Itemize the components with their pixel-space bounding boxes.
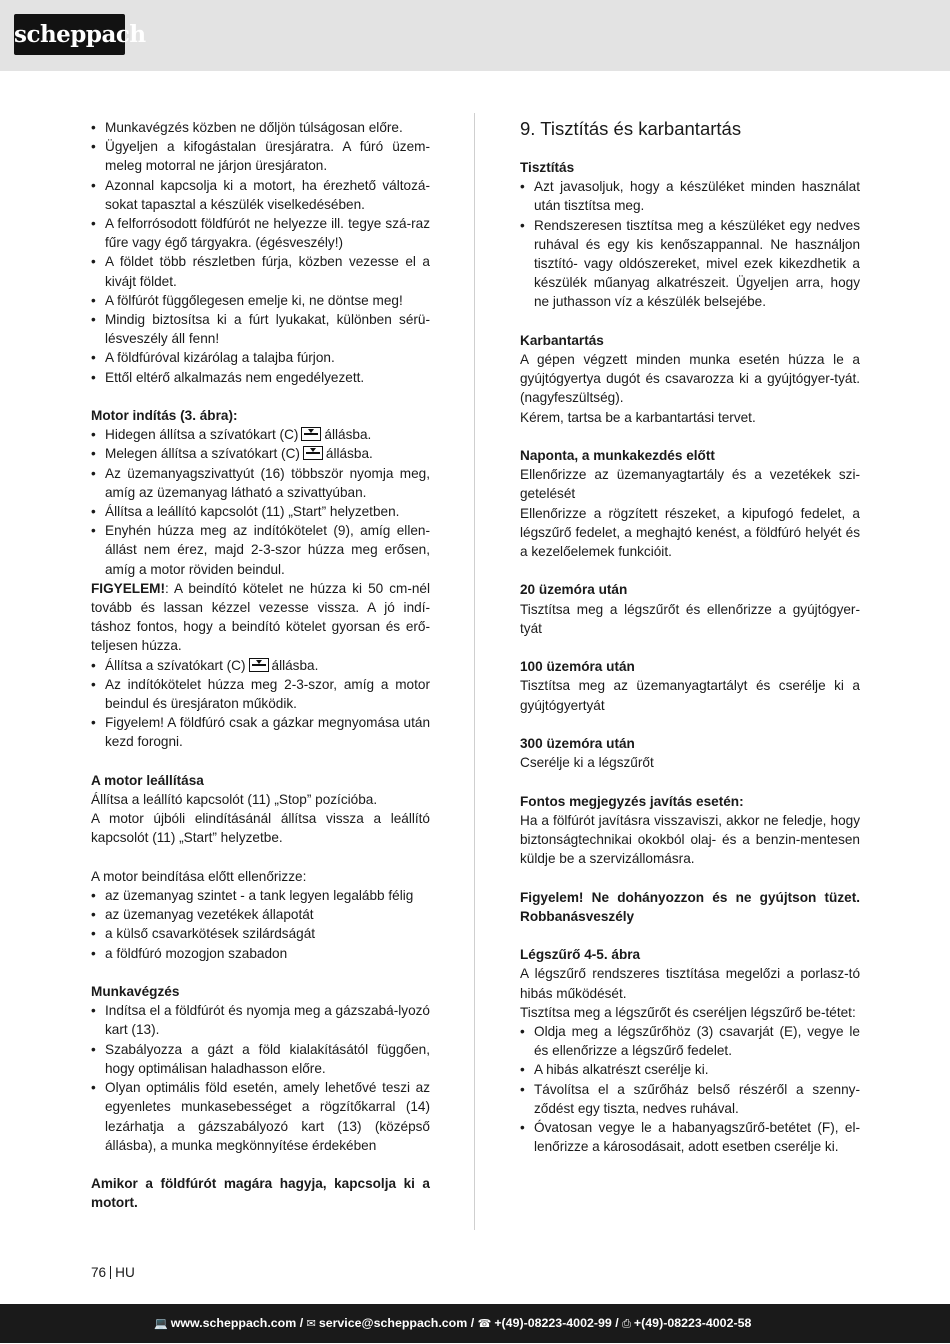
computer-icon: 💻 <box>154 1318 168 1330</box>
list-item: • Állítsa a leállító kapcsolót (11) „Start” helyzetben. <box>91 502 430 521</box>
paragraph: A légszűrő rendszeres tisztítása megelőzi a porlasz-tó hibás működését. <box>520 966 860 1001</box>
motor-start-heading: Motor indítás (3. ábra): <box>91 408 238 424</box>
list-item: • Figyelem! A földfúró csak a gázkar megnyomása után kezd forogni. <box>91 713 430 751</box>
list-item: • A hibás alkatrészt cserélje ki. <box>520 1060 860 1079</box>
repair-heading: Fontos megjegyzés javítás esetén: <box>520 793 744 809</box>
paragraph: Ha a fölfúrót javításra visszaviszi, akkor ne feledje, hogy biztonságtechnikai okokból olaj- és a benzin-mentesen küldje be a szervizállomásra. <box>520 812 860 867</box>
list-item: • A földfúróval kizárólag a talajba fúrjon. <box>91 348 430 367</box>
page-number-value: 76 <box>91 1265 107 1280</box>
item-text: Állítsa a szívatókart (C) <box>105 657 246 673</box>
list-item: • A fölfúrót függőlegesen emelje ki, ne döntse meg! <box>91 291 430 310</box>
choke-lever-icon <box>303 446 323 460</box>
paragraph: Kérem, tartsa be a karbantartási tervet. <box>520 409 756 425</box>
column-divider <box>474 113 475 1230</box>
list-item: • Szabályozza a gázt a föld kialakításától függően, hogy optimálisan haladhasson előre. <box>91 1040 430 1078</box>
item-text: állásba. <box>324 427 372 443</box>
list-item: • Az üzemanyagszivattyút (16) többször nyomja meg, amíg az üzemanyag látható a szivattyúban. <box>91 464 430 502</box>
right-column <box>520 118 860 1156</box>
list-item: • Olyan optimális föld esetén, amely lehetővé teszi az egyenletes munkasebességet a rögzítőkarral (14) lezárhatja a gázszabályozó kart (13) (középső állásba), a munka megkönnyítése érdekében <box>91 1078 430 1155</box>
paragraph: Ellenőrizze a rögzített részeket, a kipufogó fedelet, a légszűrő fedelet, a meghajtó kenést, a földfúró helyét és a kezelőelemek funkcióit. <box>520 505 860 560</box>
daily-heading: Naponta, a munkakezdés előtt <box>520 448 715 464</box>
paragraph: Tisztítsa meg az üzemanyagtartályt és cserélje ki a gyújtógyertyát <box>520 678 860 713</box>
section-title: 9. Tisztítás és karbantartás <box>520 118 742 139</box>
maintenance-heading: Karbantartás <box>520 332 604 348</box>
list-item: • A felforrósodott földfúrót ne helyezze ill. tegye szá-raz fűre vagy égő tárgyakra. (égésveszély!) <box>91 214 430 252</box>
warning-text: : A beindító kötelet ne húzza ki 50 cm-nél tovább és lassan kézzel vezesse vissza. A jó indí-táshoz fontos, hogy a beindító kötelet gyorsan és erő-teljesen húzza. <box>91 580 430 654</box>
work-heading: Munkavégzés <box>91 984 180 1000</box>
fax-icon: ⎙ <box>622 1318 631 1330</box>
list-item <box>91 656 430 675</box>
list-item <box>91 444 430 463</box>
list-item: • Az indítókötelet húzza meg 2-3-szor, amíg a motor beindul és üresjáraton működik. <box>91 675 430 713</box>
page-number <box>91 1265 135 1280</box>
hours-20-heading: 20 üzemóra után <box>520 582 628 598</box>
website-link[interactable]: www.scheppach.com / <box>170 1316 304 1330</box>
phone-number: +(49)-08223-4002-99 / <box>494 1316 619 1330</box>
item-text: Hidegen állítsa a szívatókart (C) <box>105 427 299 443</box>
list-item: • Azt javasoljuk, hogy a készüléket minden használat után tisztítsa meg. <box>520 177 860 215</box>
paragraph: Ellenőrizze az üzemanyagtartály és a vezetékek szi-getelését <box>520 467 860 502</box>
check-list <box>91 886 430 963</box>
warning-paragraph <box>91 579 430 656</box>
item-text: állásba. <box>271 657 319 673</box>
contact-footer <box>0 1304 950 1343</box>
work-list <box>91 1001 430 1155</box>
cleaning-heading: Tisztítás <box>520 160 575 175</box>
page-number-separator <box>110 1266 111 1279</box>
mail-icon: ✉ <box>306 1318 316 1330</box>
warning-label: FIGYELEM! <box>91 580 166 596</box>
hours-300-heading: 300 üzemóra után <box>520 736 635 752</box>
safety-bullet-list <box>91 118 430 387</box>
list-item: • Munkavégzés közben ne dőljön túlságosan előre. <box>91 118 430 137</box>
motor-stop-heading: A motor leállítása <box>91 772 204 788</box>
list-item: • Indítsa el a földfúrót és nyomja meg a gázszabá-lyozó kart (13). <box>91 1001 430 1039</box>
item-text: Melegen állítsa a szívatókart (C) <box>105 446 300 462</box>
list-item <box>91 425 430 444</box>
list-item: • Rendszeresen tisztítsa meg a készüléket egy nedves ruhával és egy kis kenőszappannal. Ne használjon tisztító- vagy oldószereket, mivel ezek kikezdhetik a készülék műanyag alkatrészeit. Ügyeljen arra, hogy ne juthasson víz a készülék belsejébe. <box>520 216 860 312</box>
list-item: • az üzemanyag vezetékek állapotát <box>91 905 430 924</box>
motor-start-list-2 <box>91 656 430 752</box>
choke-lever-icon <box>301 427 321 441</box>
list-item: • az üzemanyag szintet - a tank legyen legalább félig <box>91 886 430 905</box>
phone-icon: ☎ <box>477 1318 492 1330</box>
fax-number: +(49)-08223-4002-58 <box>633 1316 752 1330</box>
motor-start-list <box>91 425 430 579</box>
scheppach-logo: scheppach <box>14 14 125 55</box>
left-column <box>91 118 430 1213</box>
email-link[interactable]: service@scheppach.com / <box>318 1316 475 1330</box>
paragraph: Tisztítsa meg a légszűrőt és cseréljen légszűrő be-tétet: <box>520 1004 856 1020</box>
paragraph: A gépen végzett minden munka esetén húzza le a gyújtógyertya dugót és csavarozza ki a gyújtógyer-tyát. (nagyfeszültség). <box>520 352 860 406</box>
list-item: • Távolítsa el a szűrőház belső részéről a szenny-ződést egy tiszta, nedves ruhával. <box>520 1080 860 1118</box>
paragraph: Állítsa a leállító kapcsolót (11) „Stop” pozícióba. <box>91 792 378 808</box>
cleaning-list <box>520 177 860 311</box>
list-item: • a földfúró mozogjon szabadon <box>91 944 430 963</box>
language-code: HU <box>115 1265 135 1280</box>
air-filter-list <box>520 1022 860 1156</box>
header-bar <box>0 0 950 71</box>
closing-warning: Amikor a földfúrót magára hagyja, kapcsolja ki a motort. <box>91 1176 430 1211</box>
item-text: állásba. <box>325 446 373 462</box>
air-filter-heading: Légszűrő 4-5. ábra <box>520 947 641 963</box>
list-item: • Ügyeljen a kifogástalan üresjáratra. A fúró üzem-meleg motorral ne járjon üresjáraton. <box>91 137 430 175</box>
fire-warning: Figyelem! Ne dohányozzon és ne gyújtson tüzet. Robbanásveszély <box>520 889 860 924</box>
list-item: • Azonnal kapcsolja ki a motort, ha érezhető változá-sokat tapasztal a készülék viselkedésében. <box>91 176 430 214</box>
paragraph: A motor újbóli elindításánál állítsa vissza a leállító kapcsolót (11) „Start” helyzetbe. <box>91 811 430 846</box>
list-item: • a külső csavarkötések szilárdságát <box>91 924 430 943</box>
list-item: • Ettől eltérő alkalmazás nem engedélyezett. <box>91 368 430 387</box>
paragraph: Tisztítsa meg a légszűrőt és ellenőrizze a gyújtógyer-tyát <box>520 601 860 636</box>
list-item: • A földet több részletben fúrja, közben vezesse el a kivájt földet. <box>91 252 430 290</box>
list-item: • Óvatosan vegye le a habanyagszűrő-betétet (F), el-lenőrizze a károsodásait, adott esetben cserélje ki. <box>520 1118 860 1156</box>
check-intro: A motor beindítása előtt ellenőrizze: <box>91 868 307 884</box>
list-item: • Enyhén húzza meg az indítókötelet (9), amíg ellen-állást nem érez, majd 2-3-szor húzza meg erősen, amíg a motor röviden beindul. <box>91 521 430 579</box>
paragraph: Cserélje ki a légszűrőt <box>520 755 654 771</box>
choke-lever-icon <box>249 658 269 672</box>
list-item: • Mindig biztosítsa ki a fúrt lyukakat, különben sérü-lésveszély áll fenn! <box>91 310 430 348</box>
list-item: • Oldja meg a légszűrőhöz (3) csavarját (E), vegye le és ellenőrizze a légszűrő fedelet. <box>520 1022 860 1060</box>
hours-100-heading: 100 üzemóra után <box>520 659 635 675</box>
